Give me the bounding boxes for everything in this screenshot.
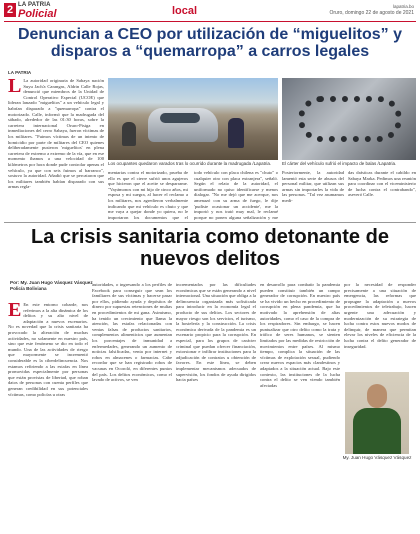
chain-photo — [282, 78, 416, 160]
header-rule — [4, 21, 416, 22]
story2-col1-text: En este entorno cobarde, nos referimos a la alta dinámica de los delitos y su alto nivel de adaptación a nuevos escenarios. No es novedad que la crisis sanitaria ha provocado la alteración de muchas actividades, no solamente en nuestro país, sino que este fenómeno se dio en todo el mundo. Una de las actividades de riesgo que mayormente se incrementó considerable es la ciberdelincuencia. Nos estamos refiriendo a las estafas en línea promovidas especialmente por personas que están provistas de libertad, que roban datos de personas con cuenta perfiles que generan credibilidad en sus potenciales víctimas, como policías u otras — [8, 302, 88, 397]
brand-top: LA PATRIA — [18, 2, 51, 8]
page-header — [0, 0, 420, 22]
car-photo — [108, 78, 278, 160]
story1-byline: LA PATRIA — [8, 70, 32, 75]
dropcap: L — [8, 78, 22, 97]
story2-column-4: en desarrollo para combatir la pandemia pueden constituir también un campo generador de corrupción. En nuestro país se ha vivido un hecho en procedimiento de corrupción en plena pandemia, que ha motivado la aprehensión de altas autoridades, como el caso de la compra de los respiradores. Sin embargo, se hacen puntualizar que otro delito como la trata y tráfico de seres humanos, se sienten limitados por las medidas de restricción de movimientos entre países. Al mismo tiempo, complica la situación de las víctimas de explotación sexual, pudiendo crear nuevos espacios más clandestinos y adaptados a la situación actual. Bajo este contexto, las instituciones de la lucha contra el delito se ven viendo también afectadas — [260, 282, 340, 388]
story2-headline: La crisis sanitaria como detonante de nuevos delitos — [31, 226, 389, 270]
story1-headline: Denuncian a CEO por utilización de “miguelitos” y disparos a “quemarropa” a carros legales — [17, 26, 403, 60]
story2-byline — [10, 280, 93, 291]
author-portrait — [345, 372, 409, 454]
story1-column-2: mentarias contra el motorizado, prueba de ello es que el cierre sufrió unos agujeros que hicieron que el aceite se desparrame. "Vayámonos con mi hijo de cinco años, mi esposa y mi suegra, al hacer el reclamo a los militares, nos agredieron verbalmente indicando que mi vehículo es chuto y que me vaya a quejar donde yo quiera, no le importaron los documentos que el — [108, 170, 188, 220]
dropcap: E — [8, 302, 22, 321]
edition-site: lapatria.bo — [392, 4, 414, 9]
chain-shape — [298, 96, 402, 142]
edition-date: Oruro, domingo 22 de agosto de 2021 — [329, 10, 414, 16]
story2-byline-text: Por: My. Juan Hugo Vásquez Vásquez Policía Boliviana — [10, 280, 93, 291]
person-shape — [122, 122, 136, 146]
story2-column-3: incrementados por las dificultades económicas que se están generando a nivel internacional. Una situación que obliga a la delincuencia organizada más sofisticada para introducir en la economía legal el producto de sus delitos. Los sectores de mayor riesgo son los servicios, el turismo, la hostelería y la construcción. La crisis económica derivada de la pandemia es un escenario propicio para la corrupción. En especial, para los grupos de carácter criminal que puedan ofrecer financiación, extorsionar e infiltrar instituciones para la adjudicación de contratos u obtención de favores. En este línea, se deben implementar mecanismos adecuados de supervisión, los fondos de ayuda dirigidos hacia países — [176, 282, 256, 383]
story2-column-5a: por la necesidad de responder precisamente a una situación de emergencia, las reformas que propugne la adaptación a nuevos procedimientos de teletrabajo, hacen urgente una adecuación y modernización de su estrategia de lucha contra estos nuevos modos de delinquir, de manera que permitan elevar los niveles de eficiencia de la lucha contra el delito generador de inseguridad. — [344, 282, 416, 349]
story2-column-1 — [8, 302, 88, 530]
section-label: local — [172, 5, 198, 17]
story1-column-4: Posteriormente, la autoridad lamentó esta serie de abusos del personal militar, que utilizan sus armas sin importarles la vida de las personas. "Tal vez asumamos medi- — [282, 170, 344, 203]
page-number: 2 — [4, 3, 16, 17]
car-shape — [148, 108, 218, 142]
story1-column-5: das drásticas durante el cabildo en Sabaya Marka. Pedimos una reunión para coordinar con el viceministerio de lucha contra el contrabando", aseveró Calle. — [348, 170, 416, 198]
chain-photo-caption: El cárter del vehículo sufrió el impacto de balas /Lapatria. — [282, 161, 397, 166]
story1-col1-text: La autoridad originaria de Sabaya nación Suyu Jach'a Carangas, Aldrin Calle Rojas, denunció que miembros de la Unidad de Control Operativo Especial (UCOE) que lideran lanzado "miguelitos" a un vehículo legal y habrían disparado a "quemarropa" contra el motorizado. Calle, informó que la madrugada del sábado, alrededor de las 01:30 horas, sobre la carretera internacional Oruro-Pisiga en inmediaciones del cerro Sabaya, fueron víctimas de los militares. "Fuimos víctimas de un intento de homicidio por parte de militares del CEO quienes deliberadamente pusieron 'miguelitos' en plena carretera de extremo a extremo de la vía, que en ese momento íbamos a una velocidad de 100 kilómetros por hora donde pude controlar apenas el vehículo, ya que con seis fuimos al barranco", sostuvo la autoridad. Añadió que se percataron que los militares también habían disparado con sus armas regla- — [8, 78, 104, 190]
story1-column-3: todo vehículo con placa chilena es "chuto" o cualquier otro con placa extranjera", señaló. Según el relato de la autoridad, el uniformado no quiso identificarse y menos dialogar. "No me dejó que me acerque, nos amenazó con su arma de fuego, le dije 'pudiste ocasionar un accidente', me la importó y nos trató muy mal, le reclamé porque no ponen alguna señalización y me — [194, 170, 278, 220]
story-divider — [4, 222, 416, 223]
uniform-shape — [353, 408, 401, 454]
story2-column-2: autoridades, o ingresando a los perfiles de Facebook para conseguir que sean los familiares de sus víctimas y hacerse pasar por ellos, pidiendo ayuda y depósitos de dinero por supuestas retenciones de multas en procedimientos de mi gana. Asimismo, ha tenido un crecimiento que llama la atención, las estafas relacionadas con ventas falsas de productos sanitarios, complementos alimenticios que aumentan los porcentajes de inmunidad a enfermedades, generando un aumento de noticias falsificadas, venta por internet y robos en almacenes o farmacias. Cabe recordar que se han registrado robos de vacunas en Ocoroló, en diferentes puntos del país. Los delitos económicos, como el lavado de activos, se ven — [92, 282, 172, 383]
person-shape — [228, 118, 244, 148]
story1-column-1 — [8, 78, 104, 218]
car-photo-caption: Los ocupantes quedaron varados tras lo ocurrido durante la madrugada /Lapatria. — [108, 161, 272, 166]
author-caption: My. Juan Hugo Vásquez Vásquez — [342, 455, 412, 460]
head-shape — [367, 384, 387, 408]
edition-info — [329, 4, 414, 16]
brand-section: Policial — [18, 8, 57, 20]
